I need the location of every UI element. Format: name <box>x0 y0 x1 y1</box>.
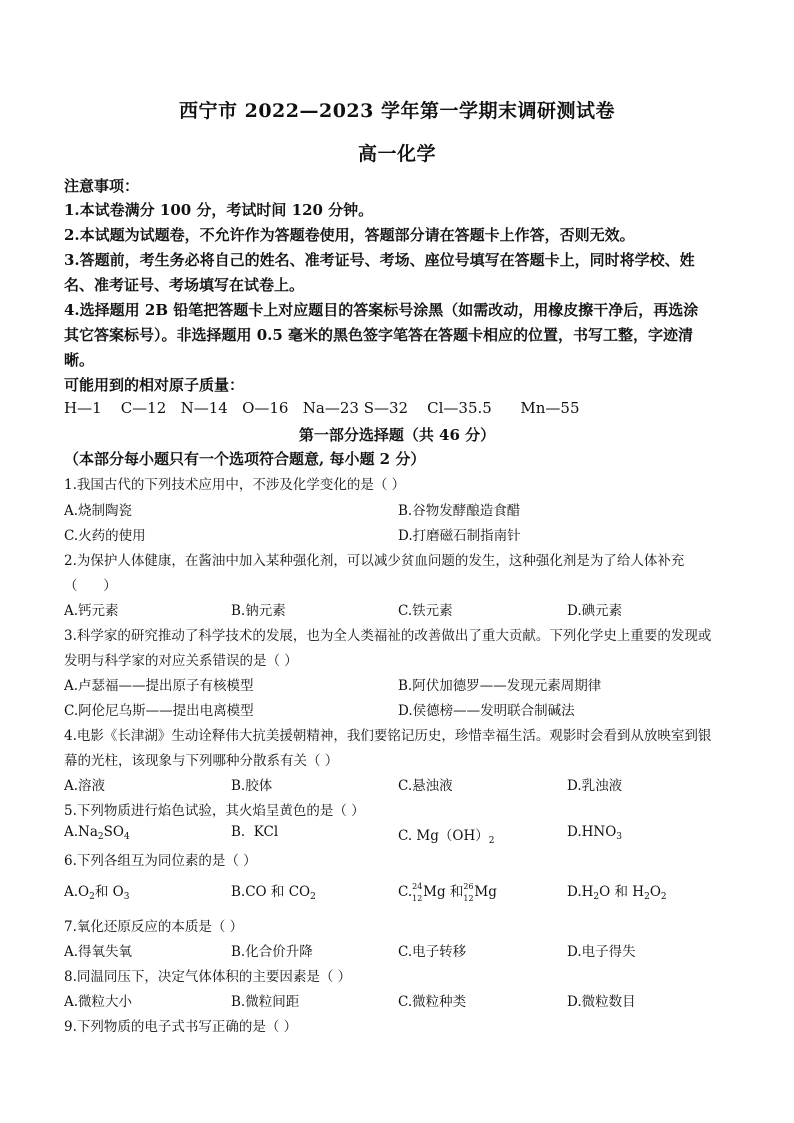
question-5-stem: 5.下列物质进行焰色试验，其火焰呈黄色的是（ ） <box>64 803 365 819</box>
q2-option-b[interactable]: B.钠元素 <box>231 603 286 619</box>
q5-a-text: A.Na <box>64 824 98 840</box>
q8-option-d[interactable]: D.微粒数目 <box>567 994 636 1010</box>
q6-d-sub-1: 2 <box>593 892 600 902</box>
q6-option-c[interactable] <box>398 880 497 903</box>
q8-option-c[interactable]: C.微粒种类 <box>398 994 467 1010</box>
q2-option-a[interactable]: A.钙元素 <box>64 603 119 619</box>
question-3-stem-cont: 发明与科学家的对应关系错误的是（ ） <box>64 653 298 669</box>
q6-c-atomic-2: 12 <box>463 893 474 903</box>
q6-a-sub-1: 2 <box>89 892 95 902</box>
q7-option-b[interactable]: B.化合价升降 <box>231 944 313 960</box>
q6-d-text-2: O 和 H <box>599 884 645 900</box>
question-7-stem: 7.氧化还原反应的本质是（ ） <box>64 919 244 935</box>
q6-c-element-2: Mg <box>474 884 497 900</box>
q5-d-text: D.HNO <box>567 824 617 840</box>
question-3-stem: 3.科学家的研究推动了科学技术的发展，也为全人类福祉的改善做出了重大贡献。下列化学史上重要的发现或 <box>64 628 712 644</box>
notice-line-3b: 名、准考证号、考场填写在试卷上。 <box>64 276 305 294</box>
q6-d-text: D.H <box>567 884 594 900</box>
question-6-stem: 6.下列各组互为同位素的是（ ） <box>64 853 257 869</box>
notice-line-4b: 其它答案标号）。非选择题用 0.5 毫米的黑色签字笔答在答题卡相应的位置，书写工整，字迹清 <box>64 326 694 344</box>
q6-c-mass-2: 26 <box>463 881 474 891</box>
q6-a-text-2: 和 O <box>94 884 124 900</box>
q2-option-c[interactable]: C.铁元素 <box>398 603 453 619</box>
q1-option-c[interactable]: C.火药的使用 <box>64 528 146 544</box>
q5-c-sub: 2 <box>488 836 495 846</box>
q6-option-d[interactable] <box>567 880 667 902</box>
q5-option-a[interactable] <box>64 824 130 842</box>
q5-option-d[interactable] <box>567 824 622 842</box>
q8-option-a[interactable]: A.微粒大小 <box>64 994 133 1010</box>
q1-option-a[interactable]: A.烧制陶瓷 <box>64 503 133 519</box>
q6-d-sub-3: 2 <box>660 892 667 902</box>
q4-option-a[interactable]: A.溶液 <box>64 778 106 794</box>
q5-a-sub-1: 2 <box>97 832 104 842</box>
q6-option-b[interactable] <box>231 880 316 902</box>
question-4-stem-cont: 幕的光柱，该现象与下列哪种分散系有关（ ） <box>64 753 339 769</box>
q6-c-element-1: Mg 和 <box>423 884 464 900</box>
question-2-stem: 2.为保护人体健康，在酱油中加入某种强化剂，可以减少贫血问题的发生，这种强化剂是为了给人体补充 <box>64 553 685 569</box>
atomic-mass-values: H—1 C—12 N—14 O—16 Na—23 S—32 Cl—35.5 Mn—55 <box>64 399 580 417</box>
notice-line-3a: 3.答题前，考生务必将自己的姓名、准考证号、考场、座位号填写在答题卡上，同时将学校、姓 <box>64 251 695 269</box>
q6-d-sub-2: 2 <box>644 892 650 902</box>
q8-option-b[interactable]: B.微粒间距 <box>231 994 300 1010</box>
q4-option-c[interactable]: C.悬浊液 <box>398 778 453 794</box>
q3-option-a[interactable]: A.卢瑟福——提出原子有核模型 <box>64 678 254 694</box>
q3-option-d[interactable]: D.侯德榜——发明联合制碱法 <box>398 703 575 719</box>
q7-option-d[interactable]: D.电子得失 <box>567 944 636 960</box>
question-9-stem: 9.下列物质的电子式书写正确的是（ ） <box>64 1019 298 1035</box>
q3-option-b[interactable]: B.阿伏加德罗——发现元素周期律 <box>398 678 602 694</box>
q5-c-text: C. Mg（OH） <box>398 828 489 844</box>
q1-option-b[interactable]: B.谷物发酵酿造食醋 <box>398 503 521 519</box>
q6-b-sub: 2 <box>310 892 316 902</box>
section-title: 第一部分选择题（共 46 分） <box>298 426 496 444</box>
q3-option-c[interactable]: C.阿伦尼乌斯——提出电离模型 <box>64 703 254 719</box>
q5-d-sub: 3 <box>616 832 623 842</box>
q6-a-sub-2: 3 <box>123 892 130 902</box>
q6-b-text: B.CO 和 CO <box>231 884 311 900</box>
q1-option-d[interactable]: D.打磨磁石制指南针 <box>398 528 521 544</box>
question-8-stem: 8.同温同压下，决定气体体积的主要因素是（ ） <box>64 969 352 985</box>
q5-option-b[interactable]: B. KCl <box>231 824 279 840</box>
notice-line-2: 2.本试题为试题卷，不允许作为答题卷使用，答题部分请在答题卡上作答，否则无效。 <box>64 226 635 244</box>
notice-line-4a: 4.选择题用 2B 铅笔把答题卡上对应题目的答案标号涂黑（如需改动，用橡皮擦干净后，再选涂 <box>64 301 699 319</box>
q6-d-text-3: O <box>649 884 661 900</box>
q7-option-c[interactable]: C.电子转移 <box>398 944 467 960</box>
atomic-mass-heading: 可能用到的相对原子质量： <box>64 376 245 394</box>
q6-c-atomic-1: 12 <box>412 893 423 903</box>
notice-line-1: 1.本试卷满分 100 分，考试时间 120 分钟。 <box>64 201 374 219</box>
q4-option-d[interactable]: D.乳浊液 <box>567 778 623 794</box>
q6-option-a[interactable] <box>64 880 129 902</box>
notice-line-4c: 晰。 <box>64 351 95 369</box>
q6-c-text: C. <box>398 884 413 900</box>
question-1-stem: 1.我国古代的下列技术应用中，不涉及化学变化的是（ ） <box>64 477 406 493</box>
q2-option-d[interactable]: D.碘元素 <box>567 603 623 619</box>
q6-c-isotope-2 <box>463 881 474 903</box>
section-instruction: （本部分每小题只有一个选项符合题意, 每小题 2 分） <box>64 450 426 468</box>
q7-option-a[interactable]: A.得氧失氧 <box>64 944 133 960</box>
q4-option-b[interactable]: B.胶体 <box>231 778 273 794</box>
q6-c-mass-1: 24 <box>412 881 423 891</box>
exam-title: 西宁市 2022—2023 学年第一学期末调研测试卷 <box>179 100 615 122</box>
q6-c-isotope-1 <box>412 881 423 903</box>
exam-subtitle: 高一化学 <box>357 143 436 165</box>
question-2-stem-cont: （ ） <box>64 578 117 594</box>
notice-heading: 注意事项： <box>64 177 140 195</box>
q6-a-text: A.O <box>64 884 90 900</box>
q5-a-text-2: SO <box>103 824 124 840</box>
q5-option-c[interactable] <box>398 824 494 846</box>
question-4-stem: 4.电影《长津湖》生动诠释伟大抗美援朝精神，我们要铭记历史，珍惜幸福生活。观影时会看到从放映室到银 <box>64 728 712 744</box>
q5-a-sub-2: 4 <box>123 832 130 842</box>
